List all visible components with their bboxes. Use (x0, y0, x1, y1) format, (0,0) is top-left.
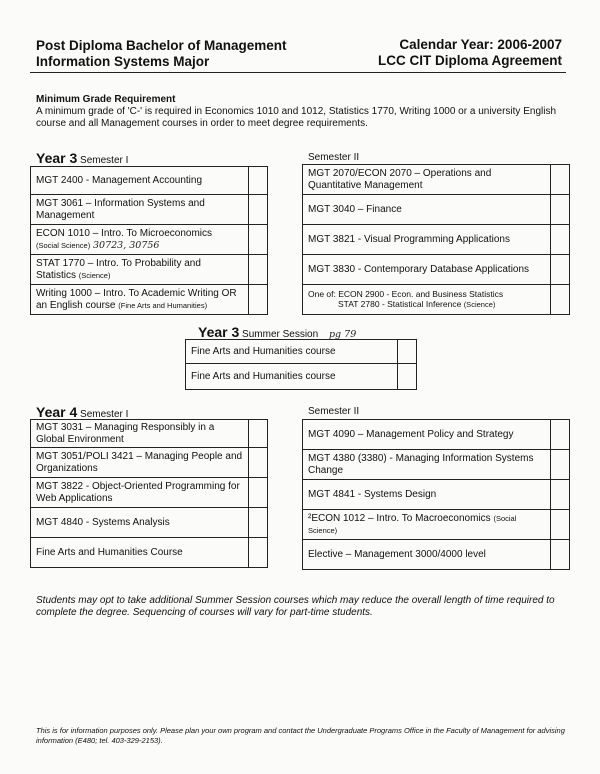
checkbox-cell[interactable] (551, 255, 570, 285)
footer-disclaimer: This is for information purposes only. Please plan your own program and contact the Undergraduate Programs Office in the Faculty of Management for advising information (E480; tel. 403-329-2153). (36, 726, 565, 745)
table-row (31, 167, 268, 195)
checkbox-cell[interactable] (551, 510, 570, 540)
course-cell (303, 285, 551, 315)
minimum-grade-heading: Minimum Grade Requirement (36, 94, 176, 105)
course-cell (303, 510, 551, 540)
year3-sem1-header (36, 150, 128, 166)
checkbox-cell[interactable] (551, 450, 570, 480)
course-cell: MGT 3051/POLI 3421 – Managing People and Organizations (31, 448, 249, 478)
year4-sem2-label: Semester II (308, 406, 360, 417)
checkbox-cell[interactable] (249, 420, 268, 448)
program-title-line2: Information Systems Major (36, 54, 210, 69)
course-cell (31, 225, 249, 255)
course-cell: Fine Arts and Humanities course (186, 364, 398, 390)
course-cell (31, 255, 249, 285)
table-row (31, 285, 268, 315)
checkbox-cell[interactable] (551, 540, 570, 570)
course-cell: MGT 4841 - Systems Design (303, 480, 551, 510)
table-row (186, 340, 417, 364)
year4-sem1-label: Semester I (80, 409, 129, 420)
year3-sem1-table (30, 166, 268, 315)
table-row (303, 420, 570, 450)
table-row (31, 508, 268, 538)
course-cell: MGT 4380 (3380) - Managing Information Systems Change (303, 450, 551, 480)
summer-table (185, 339, 417, 390)
year3-sem2-label: Semester II (308, 152, 360, 163)
calendar-year: Calendar Year: 2006-2007 (399, 37, 562, 52)
course-name: ECON 1010 – Intro. To Microeconomics (36, 228, 213, 239)
course-cell: Elective – Management 3000/4000 level (303, 540, 551, 570)
checkbox-cell[interactable] (249, 225, 268, 255)
table-row (303, 165, 570, 195)
year3-sem2-table (302, 164, 570, 315)
table-row (303, 195, 570, 225)
program-title-line1: Post Diploma Bachelor of Management (36, 38, 287, 53)
checkbox-cell[interactable] (551, 165, 570, 195)
table-row (31, 225, 268, 255)
year3-sem2-header (308, 152, 359, 163)
table-row (303, 255, 570, 285)
handwritten-page-note: pg 79 (328, 329, 357, 340)
course-name-alt: STAT 2780 - Statistical Inference (Science) (338, 299, 496, 309)
course-cell: MGT 4840 - Systems Analysis (31, 508, 249, 538)
table-row (303, 540, 570, 570)
course-note: (Fine Arts and Humanities) (118, 300, 208, 310)
course-cell: MGT 3031 – Managing Responsibly in a Global Environment (31, 420, 249, 448)
summer-year-label: Year 3 (198, 324, 240, 340)
summer-header (198, 324, 356, 340)
checkbox-cell[interactable] (249, 195, 268, 225)
table-row (303, 510, 570, 540)
minimum-grade-text: A minimum grade of 'C-' is required in Economics 1010 and 1012, Statistics 1770, Writing 1000 or a university English course and all Management courses in order to meet degree requirements. (36, 106, 557, 129)
table-row (186, 364, 417, 390)
course-cell: MGT 2400 - Management Accounting (31, 167, 249, 195)
table-row (303, 225, 570, 255)
course-cell: MGT 2070/ECON 2070 – Operations and Quantitative Management (303, 165, 551, 195)
checkbox-cell[interactable] (249, 478, 268, 508)
table-row (303, 450, 570, 480)
table-row (31, 538, 268, 568)
year4-sem1-header (36, 404, 128, 420)
checkbox-cell[interactable] (551, 420, 570, 450)
year4-sem2-table (302, 419, 570, 570)
year3-sem1-label: Semester I (80, 155, 129, 166)
table-row (31, 478, 268, 508)
checkbox-cell[interactable] (249, 538, 268, 568)
course-cell: Fine Arts and Humanities course (186, 340, 398, 364)
checkbox-cell[interactable] (249, 255, 268, 285)
table-row (31, 195, 268, 225)
course-cell: Fine Arts and Humanities Course (31, 538, 249, 568)
checkbox-cell[interactable] (551, 225, 570, 255)
table-row (31, 448, 268, 478)
checkbox-cell[interactable] (249, 285, 268, 315)
checkbox-cell[interactable] (249, 167, 268, 195)
sequencing-note: Students may opt to take additional Summer Session courses which may reduce the overall length of time required to complete the degree. Sequencing of courses will vary for part-time students. (36, 595, 555, 618)
checkbox-cell[interactable] (551, 285, 570, 315)
year4-label: Year 4 (36, 404, 78, 420)
course-name: STAT 1770 – Intro. To Probability and Statistics (36, 258, 201, 281)
course-cell: MGT 3822 - Object-Oriented Programming for Web Applications (31, 478, 249, 508)
course-name: ²ECON 1012 – Intro. To Macroeconomics (308, 513, 491, 524)
year3-label: Year 3 (36, 150, 78, 166)
program-title (36, 38, 287, 70)
handwritten-note: 30723, 30756 (92, 239, 160, 251)
table-row (31, 255, 268, 285)
course-note: (Social Science) (36, 240, 91, 250)
summer-sub-label: Summer Session (242, 329, 319, 340)
course-cell: MGT 4090 – Management Policy and Strategy (303, 420, 551, 450)
table-row (303, 285, 570, 315)
title-divider (30, 72, 566, 73)
course-cell: MGT 3040 – Finance (303, 195, 551, 225)
checkbox-cell[interactable] (398, 364, 417, 390)
course-note: (Science) (78, 270, 111, 280)
table-row (303, 480, 570, 510)
agreement-title: LCC CIT Diploma Agreement (377, 53, 562, 68)
course-cell: MGT 3830 - Contemporary Database Applications (303, 255, 551, 285)
table-row (31, 420, 268, 448)
year4-sem2-header (308, 406, 359, 417)
checkbox-cell[interactable] (249, 508, 268, 538)
course-name: Writing 1000 – Intro. To Academic Writing OR an English course (36, 288, 237, 311)
checkbox-cell[interactable] (249, 448, 268, 478)
year4-sem1-table (30, 419, 268, 568)
course-cell: MGT 3821 - Visual Programming Applications (303, 225, 551, 255)
checkbox-cell[interactable] (398, 340, 417, 364)
checkbox-cell[interactable] (551, 195, 570, 225)
calendar-title (378, 37, 562, 69)
course-cell (31, 285, 249, 315)
minimum-grade-section (36, 94, 566, 130)
course-cell: MGT 3061 – Information Systems and Management (31, 195, 249, 225)
course-note: (Social Science) (308, 514, 517, 535)
course-name: One of: ECON 2900 - Econ. and Business Statistics (308, 288, 504, 299)
checkbox-cell[interactable] (551, 480, 570, 510)
